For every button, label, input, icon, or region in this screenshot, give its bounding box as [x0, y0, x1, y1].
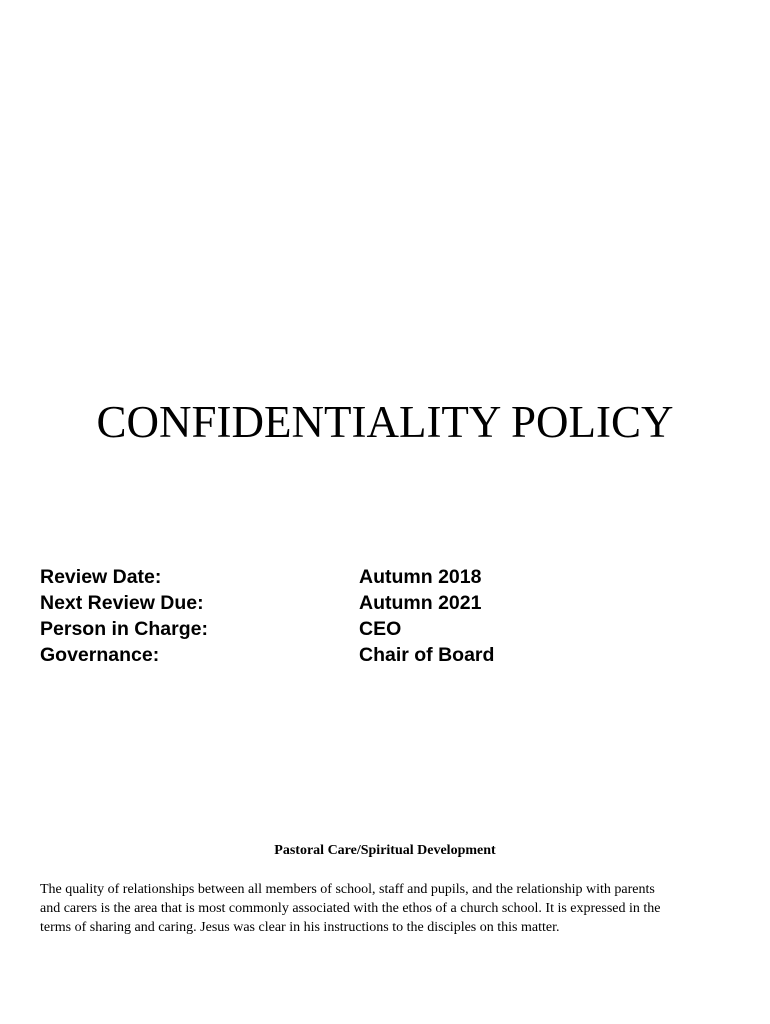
governance-label: Governance: — [40, 644, 160, 666]
next-review-due-row — [40, 590, 560, 616]
person-in-charge-label: Person in Charge: — [40, 618, 208, 640]
person-in-charge-value: CEO — [359, 618, 402, 640]
next-review-due-label: Next Review Due: — [40, 592, 204, 614]
review-date-row — [40, 564, 560, 590]
paragraph-line: terms of sharing and caring. Jesus was clear in his instructions to the disciples on this matter. — [40, 920, 560, 935]
next-review-due-value: Autumn 2021 — [359, 592, 482, 614]
review-info-table — [40, 564, 560, 668]
review-date-value: Autumn 2018 — [359, 566, 482, 588]
person-in-charge-row — [40, 616, 560, 642]
governance-value: Chair of Board — [359, 644, 495, 666]
document-title: CONFIDENTIALITY POLICY — [96, 397, 674, 447]
governance-row — [40, 642, 560, 668]
section-heading: Pastoral Care/Spiritual Development — [274, 843, 496, 858]
paragraph-line: and carers is the area that is most commonly associated with the ethos of a church school. It is expressed in the — [40, 901, 661, 916]
review-date-label: Review Date: — [40, 566, 162, 588]
paragraph-line: The quality of relationships between all members of school, staff and pupils, and the relationship with parents — [40, 882, 655, 897]
body-paragraph — [40, 880, 730, 937]
